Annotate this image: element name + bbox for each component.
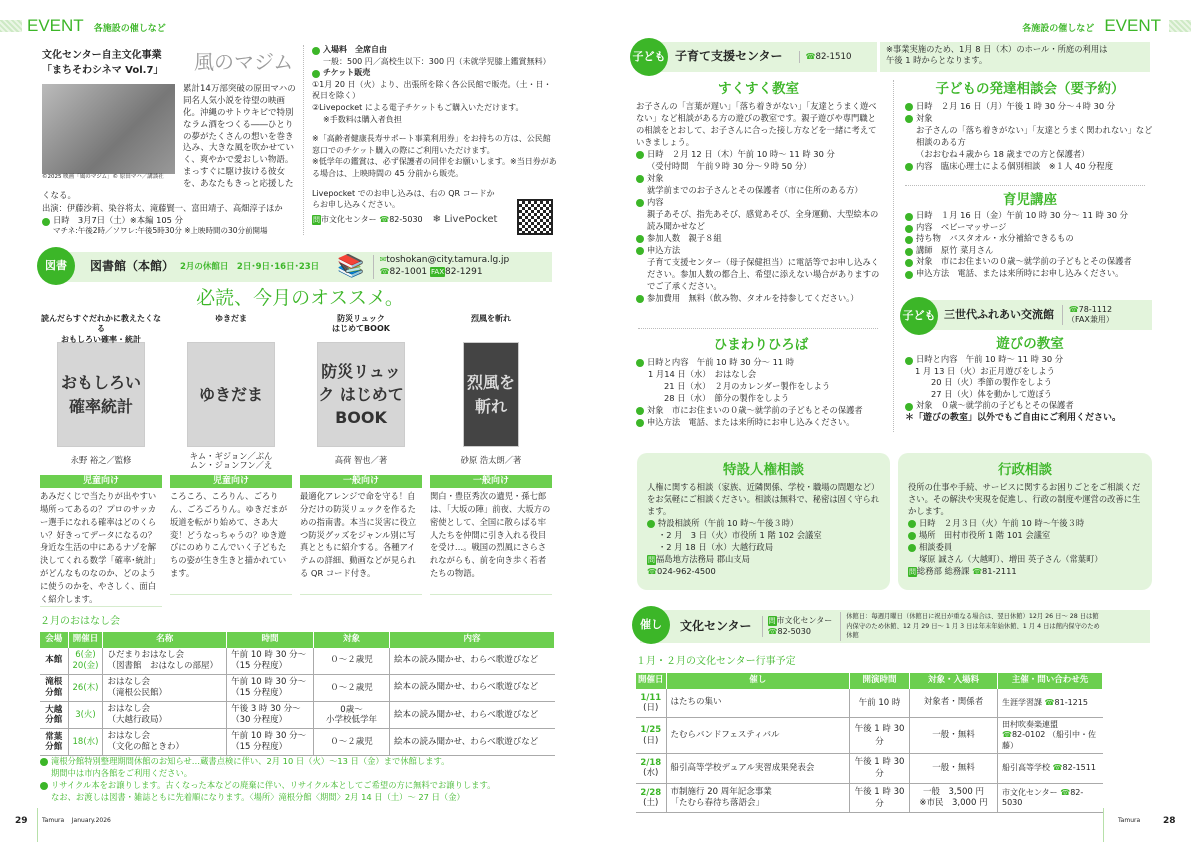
- time: 午前 10 時 30 分～ （15 分程度）: [227, 674, 314, 701]
- bunka-schedule: [636, 655, 1103, 813]
- book-description: 関白・豊臣秀次の遺児・孫七郎は、「大坂の陣」前夜、大坂方の密使として、全国に散らばる牢人たちを仲間に引き入れる役目を受け…。戦国の烈風にさらされながらも、前を向き歩く若者たちの物語。: [430, 490, 552, 595]
- sansedai-tel: 78-1112: [1078, 305, 1113, 315]
- ohanashi-title: ２月のおはなし会: [40, 616, 120, 627]
- ikuji-item: 日時 １月 16 日（金）午前 10 時 30 分～ 11 時 30 分: [905, 210, 1155, 222]
- phone-icon: ☎: [767, 626, 778, 636]
- library-tel: 82-1001: [389, 267, 428, 277]
- phone-icon: ☎: [379, 215, 390, 225]
- note-2: ※低学年の鑑賞は、必ず保護者の同伴をお願いします。※当日券がある場合は、上映時間の 45 分前から販売。: [312, 157, 557, 178]
- ticket-1: ①1月 20 日（火）より、出張所を除く各公民館で販売。（土・日・祝日を除く）: [312, 79, 552, 101]
- library-notes: [40, 755, 580, 803]
- event-name: 船引高等学校デュアル実習成果発表会: [666, 754, 850, 784]
- himawari-apply: 申込方法 電話、または来所時にお申し込みください。: [636, 416, 886, 428]
- gyosei-tel: 81-2111: [982, 565, 1017, 576]
- column-header: 会場: [40, 632, 68, 648]
- table-row: [40, 701, 555, 728]
- ticket-label: チケット販売: [312, 67, 557, 79]
- divider: [638, 328, 878, 329]
- event-name: 市制施行 20 周年記念事業 「たむら春待ち落語会」: [666, 783, 850, 813]
- time: 午後 1 時 30 分: [850, 718, 910, 754]
- event-name: ひだまりおはなし会 （図書館 おはなしの部屋）: [103, 648, 227, 675]
- table-row: [40, 728, 555, 755]
- lp-logo-text: LivePocket: [444, 213, 498, 225]
- ikuji-item: 持ち物 バスタオル・水分補給できるもの: [905, 233, 1155, 245]
- mail-icon: ✉: [379, 255, 387, 265]
- book-author: 高荷 智也／著: [334, 455, 388, 466]
- book-cover-text: おもしろい確率統計: [60, 373, 141, 416]
- asobi-note: ＊「遊びの教室」以外でもご自由にご利用ください。: [905, 412, 1122, 423]
- time: 午後 1 時 30 分: [850, 754, 910, 784]
- phone-icon: ☎: [1060, 787, 1071, 797]
- phone-icon: ☎: [1068, 305, 1079, 315]
- column-header: 時間: [227, 632, 314, 648]
- date: 1/25: [640, 725, 662, 736]
- book-cover-text: 防災リュック はじめて BOOK: [318, 361, 404, 428]
- footer-line: [37, 808, 38, 842]
- column-header: 対象・入場料: [910, 673, 998, 689]
- table-row: [636, 689, 1103, 718]
- event-sub: 各施設の催しなど: [93, 24, 166, 34]
- book-cover-text: ゆきだま: [198, 384, 263, 404]
- book-cover[interactable]: [57, 342, 145, 447]
- page-header-left: [27, 14, 166, 39]
- asobi-item: 27 日（火）体を動かして遊ぼう: [931, 388, 1053, 399]
- bunka-title: 文化センター: [680, 618, 752, 633]
- target-note: （おおむね４歳から 18 歳までの方と保護者）: [916, 148, 1090, 159]
- cinema-details: [42, 203, 300, 237]
- book-card: [300, 314, 422, 595]
- content: 親子あそび、指先あそび、感覚あそび、全身運動、大型絵本の読み聞かせなど: [647, 208, 879, 231]
- page-header-right: [1022, 14, 1161, 39]
- table-row: [40, 648, 555, 675]
- column-header: 開催日: [636, 673, 666, 689]
- contact: [312, 214, 423, 226]
- sukusuku-title: すくすく教室: [718, 81, 799, 97]
- ohanashi-table: [40, 632, 555, 756]
- cinema-section: [42, 48, 300, 237]
- fee-label: 入場料 全席自由: [312, 44, 557, 56]
- book-description: 最適化アレンジで命を守る！自分だけの防災リュックを作るための指南書。本当に災害に役立つ防災グッズをジャンル別に写真とともに紹介する。各種アイテムの詳細、動画などが見られる QR コード付き。: [300, 490, 422, 595]
- book-card: [170, 314, 292, 595]
- fee: 一般 3,500 円 ※市民 3,000 円: [910, 783, 998, 813]
- phone-icon: ☎: [972, 566, 983, 576]
- column-header: 内容: [390, 632, 555, 648]
- jinken-contact: 福島地方法務局 郡山支局: [656, 553, 750, 564]
- event-name: おはなし会 （大越行政局）: [103, 701, 227, 728]
- footer-right: Tamura: [1118, 817, 1141, 824]
- organizer-tel: 81-1215: [1054, 697, 1088, 707]
- mag-name: Tamura: [42, 817, 65, 824]
- sansedai-badge: 子ども: [900, 297, 938, 335]
- event-sub: 各施設の催しなど: [1022, 24, 1095, 34]
- library-header: [50, 252, 552, 282]
- cinema-info: [312, 44, 557, 227]
- sukusuku-section: [636, 80, 881, 304]
- gyosei-intro: 役所の仕事や手続、サービスに関するお困りごとをご相談ください。その解決や実現を促進し、行政の制度や運営の改善に生かします。: [908, 481, 1141, 516]
- asobi-title: 遊びの教室: [996, 336, 1064, 352]
- schedule-title: １月・２月の文化センター行事予定: [636, 656, 796, 667]
- book-cover[interactable]: [187, 342, 275, 447]
- target: ０～２歳児: [314, 728, 390, 755]
- participants: 参加人数 親子８組: [636, 232, 881, 244]
- divider: [303, 45, 304, 235]
- event-name: たむらバンドフェスティバル: [666, 718, 850, 754]
- livepocket-logo: ❄ LivePocket: [432, 213, 498, 225]
- bunka-header: [640, 610, 1150, 643]
- date: 3(火): [68, 701, 103, 728]
- kosodate-badge: 子ども: [630, 38, 668, 76]
- date: 1/11: [640, 692, 662, 703]
- hattatsu-date: 日時 ２月 16 日（月）午後 1 時 30 分～４時 30 分: [905, 100, 1155, 112]
- jinken-place: 特設相談所（午前 10 時～午後３時）: [647, 517, 880, 529]
- organizer-tel: 82-0102: [1011, 730, 1046, 740]
- event-name: おはなし会 （滝根公民館）: [103, 674, 227, 701]
- movie-logo: 風のマジム: [194, 50, 294, 74]
- fee: 一般・無料: [910, 754, 998, 784]
- audience-badge: 児童向け: [170, 475, 292, 488]
- apply: 子育て支援センター（母子保健担当）に電話等でお申し込みください。参加人数の都合上、希望に添えない場合がありますのでご了承ください。: [647, 256, 880, 291]
- date: 6(金) 20(金): [68, 648, 103, 675]
- organizer-tel: 82-1511: [1062, 763, 1096, 773]
- divider: [893, 80, 894, 432]
- contact-icon: 問: [313, 216, 320, 225]
- event-label: EVENT: [1104, 16, 1161, 35]
- qr-code[interactable]: [517, 199, 553, 235]
- column-header: 開演時間: [850, 673, 910, 689]
- bunka-tel: 82-5030: [777, 626, 811, 636]
- note-closure: 滝根分館特別整理期間休館のお知らせ…蔵書点検に伴い、2月 10 日（火）～13 日（金）まで休館します。 期間中は市内各館をご利用ください。: [40, 755, 580, 779]
- issue-date: January.2026: [71, 817, 111, 824]
- contact-icon: 問: [768, 617, 776, 626]
- contact-icon: 問: [648, 555, 655, 564]
- library-closed: 2月の休館日 2日･9日･16日･23日: [180, 261, 320, 272]
- column-header: 開催日: [68, 632, 103, 648]
- audience-badge: 一般向け: [300, 475, 422, 488]
- asobi-date: 日時と内容 午前 10 時～ 11 時 30 分: [905, 354, 1155, 366]
- header-stripe: [0, 20, 22, 32]
- library-badge: 図書: [37, 247, 75, 285]
- day-of-week: (日): [643, 735, 659, 746]
- column-header: 名称: [103, 632, 227, 648]
- divider: [905, 185, 1145, 186]
- asobi-item: 1 月 13 日（火）お正月遊びをしよう: [915, 365, 1055, 376]
- book-cover[interactable]: [463, 342, 519, 447]
- target: ０～２歳児: [314, 674, 390, 701]
- book-card: [40, 314, 162, 607]
- event-label: EVENT: [27, 16, 84, 35]
- column-header: 催し: [666, 673, 850, 689]
- content: 絵本の読み聞かせ、わらべ歌遊びなど: [390, 701, 555, 728]
- phone-icon: ☎: [1052, 763, 1063, 773]
- sukusuku-date-note: （受付時間 午前９時 30 分～９時 50 分）: [647, 160, 812, 171]
- asobi-item: 20 日（火）季節の製作をしよう: [931, 377, 1053, 388]
- cinema-times: マチネ:午後2時／ソワレ:午後5時30分 ※上映時間の30分前開場: [53, 226, 268, 236]
- ikuji-item: 内容 ベビーマッサージ: [905, 222, 1155, 234]
- target-label: 対象: [905, 112, 1155, 124]
- organizer-tel: 82-5030: [1002, 787, 1084, 808]
- target-label: 対象: [636, 172, 881, 184]
- audience-badge: 児童向け: [40, 475, 162, 488]
- phone-icon: ☎: [805, 51, 816, 61]
- jinken-item: ・2 月 18 日（水）大越行政局: [658, 541, 774, 552]
- apply-label: 申込方法: [636, 244, 881, 256]
- date: 2/28: [640, 787, 662, 798]
- page-number-left: 29: [15, 816, 28, 826]
- library-email[interactable]: toshokan@city.tamura.lg.jp: [386, 255, 510, 266]
- photo-credit: ©2025 映画「風のマジム」© 原田マハ／講談社: [42, 174, 164, 180]
- fee: 対象者・関係者: [910, 689, 998, 718]
- ikuji-section: [905, 191, 1155, 280]
- himawari-date: 日時と内容 午前 10 時 30 分～ 11 時: [636, 356, 886, 368]
- headline: 必読、今月のオススメ。: [196, 287, 404, 309]
- himawari-target: 対象 市にお住まいの０歳～就学前の子どもとその保護者: [636, 404, 886, 416]
- book-author: 永野 裕之／監修: [70, 455, 132, 466]
- organizer-note: （船引中・佐藤）: [1002, 730, 1096, 750]
- himawari-item: 21 日（水） ２月のカレンダー製作をしよう: [664, 380, 831, 391]
- cinema-body: [42, 84, 300, 203]
- fax-icon: FAX: [431, 268, 444, 276]
- book-card: [430, 314, 552, 595]
- gyosei-place: 場所 田村市役所 1 階 101 会議室: [908, 529, 1142, 541]
- jinken-item: ・2 月 3 日（火）市役所 1 階 102 会議室: [658, 529, 822, 540]
- date: 26(木): [68, 674, 103, 701]
- time: 午後 1 時 30 分: [850, 783, 910, 813]
- ticket-2: ②Livepocket による電子チケットもご購入いただけます。: [312, 102, 524, 112]
- content: 絵本の読み聞かせ、わらべ歌遊びなど: [390, 728, 555, 755]
- library-title: 図書館（本館）: [90, 259, 175, 274]
- livepocket-text: Livepocket でのお申し込みは、右の QR コードからお申し込みください。: [312, 188, 495, 210]
- header-stripe: [1169, 20, 1191, 32]
- cast: 出演：伊藤沙莉、染谷将太、滝藤賢一、富田靖子、高畑淳子ほか: [42, 202, 283, 213]
- venue: 大越 分館: [40, 701, 68, 728]
- content-label: 内容: [636, 196, 881, 208]
- table-row: [636, 783, 1103, 813]
- target: 就学前までのお子さんとその保護者（市に住所のある方）: [647, 184, 863, 195]
- event-name: おはなし会 （文化の館ときわ）: [103, 728, 227, 755]
- column-header: 対象: [314, 632, 390, 648]
- ohanashi-section: [40, 615, 555, 756]
- ikuji-item: 申込方法 電話、または来所時にお申し込みください。: [905, 268, 1155, 280]
- organizer: 船引高等学校: [1002, 763, 1050, 773]
- cinema-date: 日時 3月7日（土）※本編 105 分: [42, 215, 300, 227]
- hattatsu-title: 子どもの発達相談会（要予約）: [935, 81, 1125, 97]
- kosodate-title: 子育て支援センター: [675, 49, 783, 64]
- day-of-week: (日): [643, 702, 659, 713]
- page-number-right: 28: [1163, 816, 1176, 826]
- book-description: ころころ、ころりん、ごろりん、ごろごろりん。ゆきだまが坂道を転がり始めて、さあ大変！どうなっちゃうの？ゆき遊びにのめりこんでいく子どもたちの姿が生き生きと描かれています。: [170, 490, 292, 595]
- phone-icon: ☎: [1044, 697, 1055, 707]
- gyosei-member-label: 相談委員: [908, 541, 1142, 553]
- venue: 滝根 分館: [40, 674, 68, 701]
- table-row: [40, 674, 555, 701]
- venue: 常葉 分館: [40, 728, 68, 755]
- sansedai-fax: （FAX兼用）: [1067, 315, 1114, 324]
- organizer: 生涯学習課: [1002, 697, 1042, 707]
- gyosei-members: 塚原 誠さん（大越町）、増田 英子さん（常葉町）: [919, 553, 1103, 564]
- bunka-contact: 市文化センター: [776, 616, 833, 626]
- kosodate-tel: 82-1510: [815, 51, 852, 62]
- content: 絵本の読み聞かせ、わらべ歌遊びなど: [390, 648, 555, 675]
- himawari-section: [636, 336, 886, 428]
- cinema-series: 「まちそわシネマ Vol.7」: [42, 65, 164, 76]
- content: 絵本の読み聞かせ、わらべ歌遊びなど: [390, 674, 555, 701]
- book-cover[interactable]: [317, 342, 405, 447]
- jinken-box: [637, 453, 890, 590]
- himawari-item: 1 月14 日（水） おはなし会: [648, 368, 757, 379]
- target: ０～２歳児: [314, 648, 390, 675]
- day-of-week: (土): [643, 798, 659, 809]
- kosodate-header: [637, 42, 877, 72]
- fee: 一般・無料: [910, 718, 998, 754]
- target: お子さんの「落ち着きがない」「友達とうまく関われない」など相談のある方: [916, 124, 1153, 147]
- asobi-section: [905, 335, 1155, 425]
- ticket-2-note: ※手数料は購入者負担: [323, 114, 402, 124]
- table-row: [636, 754, 1103, 784]
- event-name: はたちの集い: [666, 689, 850, 718]
- ikuji-item: 対象 市にお住まいの０歳～就学前の子どもとその保護者: [905, 256, 1155, 268]
- cinema-heading: [42, 48, 300, 78]
- gyosei-title: 行政相談: [998, 462, 1052, 478]
- audience-badge: 一般向け: [430, 475, 552, 488]
- himawari-title: ひまわりひろば: [713, 337, 809, 353]
- schedule-table: [636, 673, 1103, 814]
- gyosei-box: [898, 453, 1152, 590]
- content: 内容 臨床心理士による個別相談 ※１人 40 分程度: [905, 160, 1155, 172]
- cinema-org: 文化センター自主文化事業: [42, 50, 162, 61]
- library-fax: 82-1291: [445, 267, 483, 277]
- asobi-target: 対象 ０歳～就学前の子どもとその保護者: [905, 400, 1155, 412]
- tel: 82-5030: [389, 215, 423, 225]
- note-1: ※「高齢者健康長寿サポート事業利用券」をお持ちの方は、公民館窓口でのチケット購入の際にご利用いただけます。: [312, 134, 551, 155]
- time: 午前 10 時 30 分～ （15 分程度）: [227, 728, 314, 755]
- sukusuku-date: 日時 ２月 12 日（木）午前 10 時～ 11 時 30 分: [636, 148, 881, 160]
- table-row: [636, 718, 1103, 754]
- book-title: 防災リュック はじめてBOOK: [332, 314, 390, 334]
- phone-icon: ☎: [1002, 730, 1012, 740]
- date: 18(水): [68, 728, 103, 755]
- gyosei-date: 日時 ２月３日（火）午前 10 時～午後３時: [908, 517, 1142, 529]
- organizer: 田村吹奏楽連盟: [1002, 720, 1058, 729]
- venue: 本館: [40, 648, 68, 675]
- sansedai-title: 三世代ふれあい交流館: [944, 308, 1054, 322]
- movie-photo-wrap: [42, 84, 175, 182]
- footer-left: [42, 817, 111, 826]
- book-cover-text: 烈風を斬れ: [466, 373, 515, 416]
- sansedai-header: [912, 300, 1152, 330]
- contact-name: 市文化センター: [321, 215, 377, 225]
- jinken-title: 特設人権相談: [723, 462, 804, 478]
- bunka-badge: 催し: [632, 606, 670, 644]
- movie-photo: [42, 84, 175, 174]
- time: 午前 10 時 30 分～ （15 分程度）: [227, 648, 314, 675]
- target: 0歳～ 小学校低学年: [314, 701, 390, 728]
- book-title: 読んだらすぐだれかに教えたくなる おもしろい確率・統計: [41, 314, 161, 344]
- phone-icon: ☎: [379, 267, 390, 276]
- bunka-closed: 休館日：毎週月曜日（休館日に祝日が重なる場合は、翌日休館）12月 26 日～ 28 日は館内保守のため休館、12 月 29 日～ 1 月 3 日は年末年始休館、1 月 4 日は館内保守のため休館: [840, 612, 1100, 640]
- kosodate-notice: ※事業実施のため、1月 8 日（木）のホール・所庭の利用は 午後 1 時からとなります。: [880, 42, 1150, 72]
- ikuji-item: 講師 原竹 菜月さん: [905, 245, 1155, 257]
- phone-icon: ☎: [647, 566, 657, 576]
- himawari-item: 28 日（水） 節分の製作をしよう: [664, 392, 790, 403]
- note-recycle: リサイクル本をお譲りします。古くなった本などの廃棄に伴い、リサイクル本としてご希望の方に無料でお譲りします。 なお、お渡しは図書・雑誌ともに先着順になります。〈場所〉滝根分館〈期間〉2月 14 日（土）～ 27 日（金）: [40, 779, 580, 803]
- movie-description: 累計14万部突破の原田マハの同名人気小説を待望の映画化。沖縄のサトウキビで特別なラム酒をつくる――ひとりの夢がたくさんの想いを巻き込み、大きな風を吹かせていく、爽やかで愛おしい物語。まっすぐに駆け抜ける彼女を、あなたもきっと応援したくなる。: [42, 84, 296, 202]
- day-of-week: (水): [643, 768, 659, 779]
- contact-icon: 問: [909, 567, 916, 576]
- book-title: ゆきだま: [215, 314, 247, 323]
- fee: 参加費用 無料（飲み物、タオルを持参してください。）: [636, 292, 881, 304]
- book-description: あみだくじで当たりが出やすい場所ってあるの？プロのサッカー選手になれる確率はどのくらい？好きってデータになるの？身近な生活の中にあるナゾを解決してくれる数学「確率･統計」がどんなものなのか、どのように使うのかを、やさしく、面白く紹介します。: [40, 490, 162, 607]
- books-icon: 📚: [337, 254, 365, 280]
- fee: 一般：500 円／高校生以下：300 円（未就学児膝上鑑賞無料）: [323, 56, 551, 66]
- ikuji-title: 育児講座: [1003, 192, 1057, 208]
- column-header: 主催・問い合わせ先: [998, 673, 1103, 689]
- sukusuku-intro: お子さんの「言葉が遅い」「落ち着きがない」「友達とうまく遊べない」など相談がある方の遊びの教室です。親子遊びや専門職との相談をとおして、お子さんに合った接し方などを一緒に考えていきましょう。: [636, 100, 877, 147]
- time: 午後 3 時 30 分～ （30 分程度）: [227, 701, 314, 728]
- gyosei-contact: 総務部 総務課: [917, 565, 970, 576]
- book-title: 烈風を斬れ: [471, 314, 511, 323]
- date: 2/18: [640, 758, 662, 769]
- organizer: 市文化センター: [1002, 787, 1058, 797]
- time: 午前 10 時: [850, 689, 910, 718]
- hattatsu-section: [905, 80, 1155, 172]
- footer-line: [1103, 808, 1104, 842]
- book-author: 砂原 浩太朗／著: [460, 455, 522, 466]
- book-author: キム・ギジョン／ぶん ムン・ジョンフン／え: [189, 450, 273, 470]
- jinken-tel: 024-962-4500: [656, 565, 716, 576]
- jinken-intro: 人権に関する相談（家族、近隣関係、学校・職場の問題など）をお気軽にご相談ください。相談は無料で、秘密は固く守られます。: [647, 481, 880, 516]
